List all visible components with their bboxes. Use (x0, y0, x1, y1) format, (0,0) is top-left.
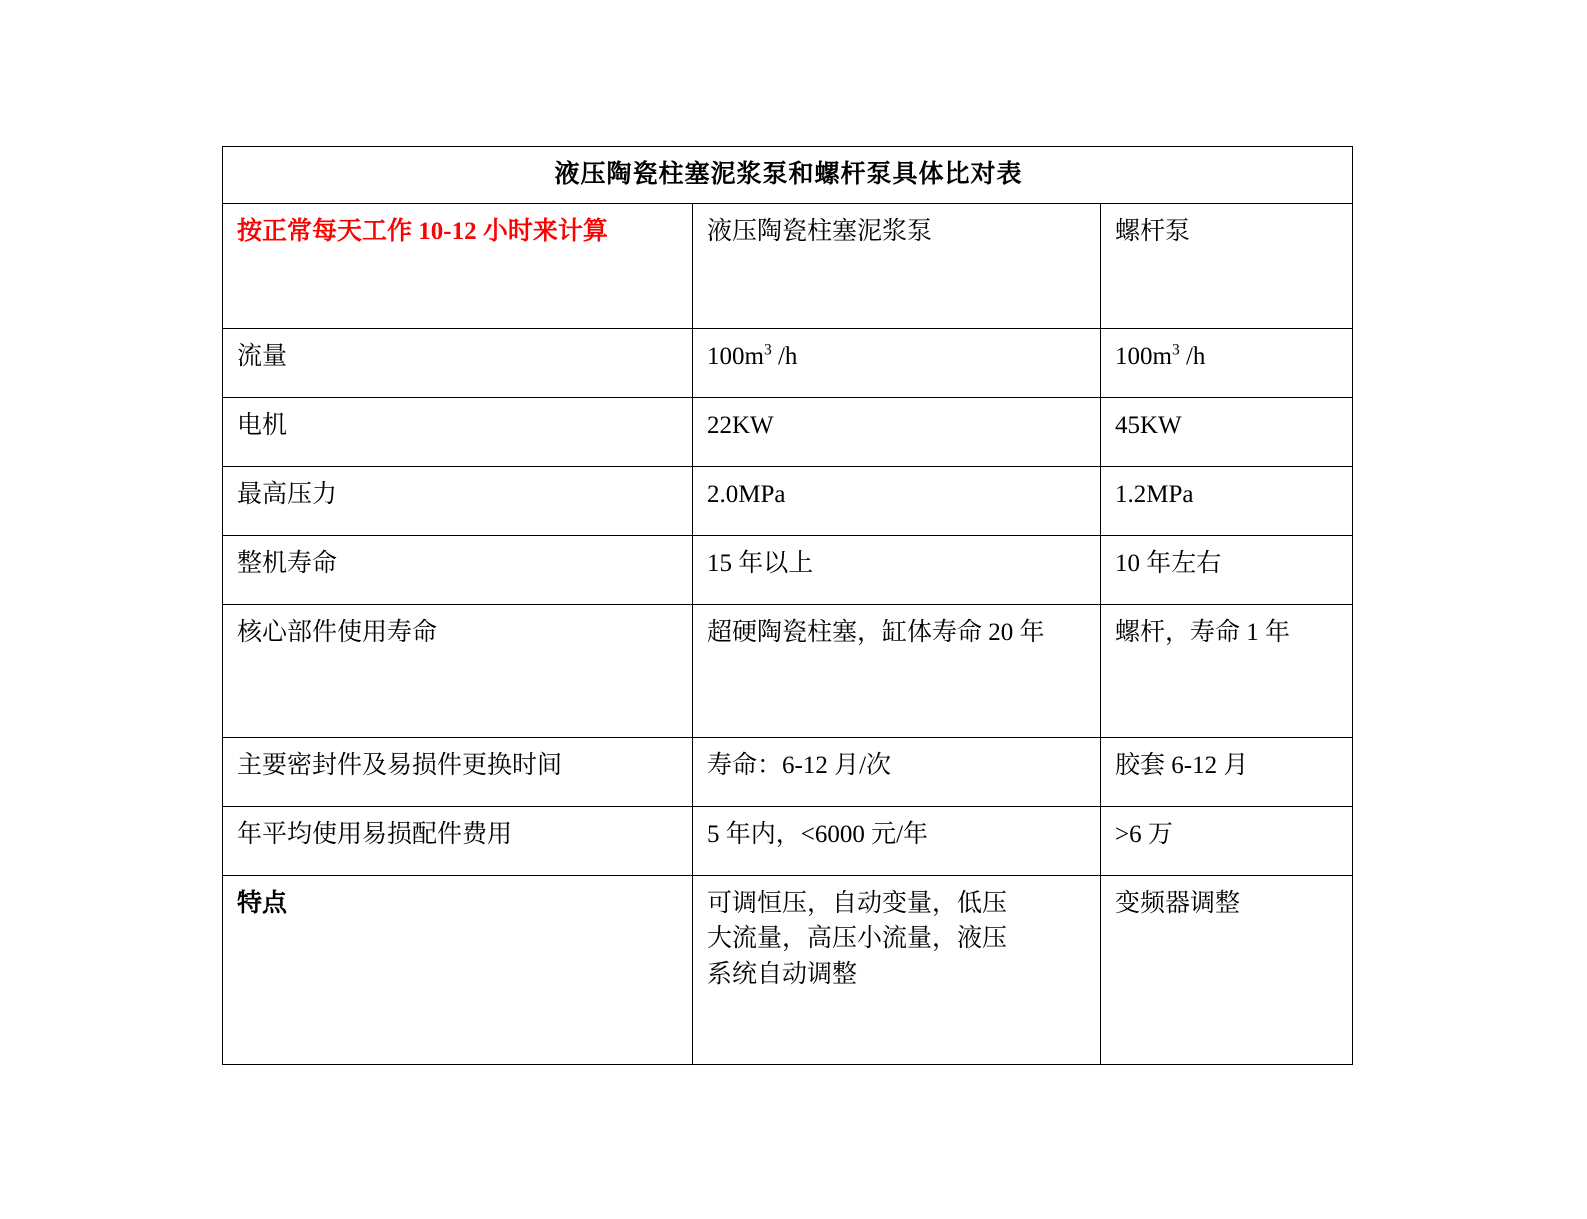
row-value-a-seal-replacement: 寿命：6-12 月/次 (693, 737, 1101, 806)
row-value-b-annual-cost: >6 万 (1101, 806, 1353, 875)
comparison-table-wrapper (222, 146, 1352, 1065)
table-row (223, 466, 1353, 535)
flow-a-value-pre: 100m (707, 342, 764, 370)
table-row (223, 806, 1353, 875)
row-value-a-flow (693, 328, 1101, 397)
row-value-b-machine-life: 10 年左右 (1101, 535, 1353, 604)
row-value-a-core-part-life: 超硬陶瓷柱塞，缸体寿命 20 年 (693, 604, 1101, 737)
row-value-b-max-pressure: 1.2MPa (1101, 466, 1353, 535)
row-value-a-machine-life: 15 年以上 (693, 535, 1101, 604)
flow-a-value-sup: 3 (763, 341, 772, 359)
header-cell-product-b: 螺杆泵 (1101, 203, 1353, 328)
row-value-a-features (693, 875, 1101, 1064)
header-cell-product-a: 液压陶瓷柱塞泥浆泵 (693, 203, 1101, 328)
row-value-b-core-part-life: 螺杆，寿命 1 年 (1101, 604, 1353, 737)
table-row (223, 328, 1353, 397)
flow-b-value-pre: 100m (1115, 342, 1172, 370)
feature-line-3: 系统自动调整 (707, 960, 858, 988)
page-title: 液压陶瓷柱塞泥浆泵和螺杆泵具体比对表 (223, 147, 1353, 204)
table-row (223, 535, 1353, 604)
row-label-machine-life: 整机寿命 (223, 535, 693, 604)
flow-b-value-sup: 3 (1171, 341, 1180, 359)
table-row (223, 737, 1353, 806)
header-criteria-label: 按正常每天工作 10-12 小时来计算 (237, 217, 608, 245)
row-label-seal-replacement: 主要密封件及易损件更换时间 (223, 737, 693, 806)
row-label-flow: 流量 (223, 328, 693, 397)
table-header-row (223, 203, 1353, 328)
table-row (223, 397, 1353, 466)
row-label-core-part-life: 核心部件使用寿命 (223, 604, 693, 737)
table-row (223, 604, 1353, 737)
row-label-annual-cost: 年平均使用易损配件费用 (223, 806, 693, 875)
row-value-b-seal-replacement: 胶套 6-12 月 (1101, 737, 1353, 806)
flow-b-value-post: /h (1179, 342, 1206, 370)
header-cell-criteria (223, 203, 693, 328)
row-value-b-flow (1101, 328, 1353, 397)
feature-line-1: 可调恒压，自动变量，低压 (707, 889, 1008, 917)
row-label-motor: 电机 (223, 397, 693, 466)
row-value-a-annual-cost: 5 年内，<6000 元/年 (693, 806, 1101, 875)
row-label-features: 特点 (223, 875, 693, 1064)
feature-line-2: 大流量，高压小流量，液压 (707, 925, 1008, 952)
row-value-b-features: 变频器调整 (1101, 875, 1353, 1064)
table-title-row (223, 147, 1353, 204)
table-row (223, 875, 1353, 1064)
row-value-b-motor: 45KW (1101, 397, 1353, 466)
row-value-a-motor: 22KW (693, 397, 1101, 466)
row-value-a-max-pressure: 2.0MPa (693, 466, 1101, 535)
row-label-max-pressure: 最高压力 (223, 466, 693, 535)
flow-a-value-post: /h (771, 342, 798, 370)
comparison-table (222, 146, 1353, 1065)
